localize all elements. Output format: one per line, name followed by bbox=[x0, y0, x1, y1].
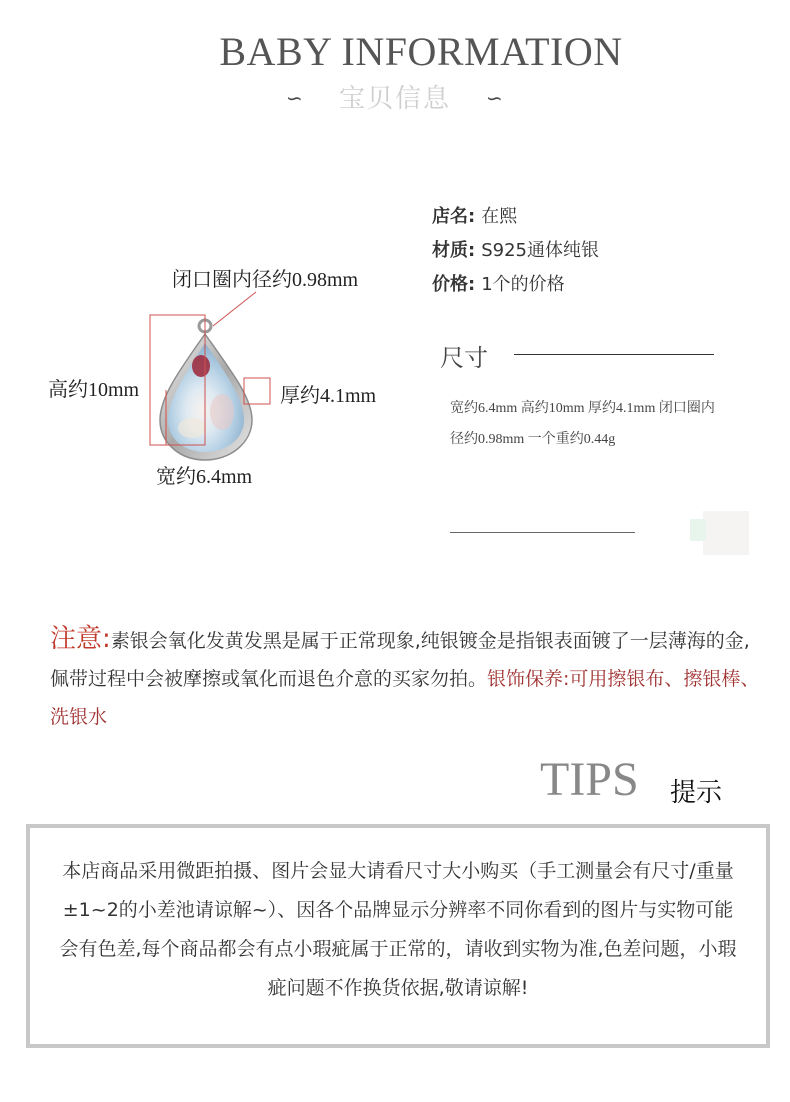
page-title-cn: 宝贝信息 bbox=[338, 84, 451, 114]
size-description: 宽约6.4mm 高约10mm 厚约4.1mm 闭口圈内径约0.98mm 一个重约0.44g bbox=[450, 401, 715, 447]
height-label: 高约10mm bbox=[48, 379, 140, 401]
notice-paragraph bbox=[50, 620, 760, 736]
page-title-en: BABY INFORMATION bbox=[219, 29, 623, 74]
info-shop-key: 店名: bbox=[432, 206, 476, 227]
ring-diameter-label: 闭口圈内径约0.98mm bbox=[172, 269, 359, 291]
info-price-value: 1个的价格 bbox=[481, 274, 565, 295]
tips-title-cn: 提示 bbox=[670, 778, 723, 808]
ring-marker-line bbox=[213, 292, 256, 326]
info-shop-value: 在熙 bbox=[481, 206, 518, 227]
stone-highlight bbox=[192, 355, 210, 377]
width-label: 宽约6.4mm bbox=[156, 466, 253, 488]
notice-text: 素银会氧化发黄发黑是属于正常现象,纯银镀金是指银表面镀了一层薄海的金,佩带过程中会被摩擦或氧化而退色介意的买家勿拍。 bbox=[50, 630, 750, 690]
info-material-value: S925通体纯银 bbox=[481, 240, 599, 261]
tips-text: 本店商品采用微距拍摄、图片会显大请看尺寸大小购买（手工测量会有尺寸/重量±1~2的小差池请谅解~）、因各个品牌显示分辨率不同你看到的图片与实物可能会有色差,每个商品都会有点小瑕疵属于正常的，请收到实物为准,色差问题，小瑕疵问题不作换货依据,敬请谅解! bbox=[59, 860, 737, 999]
thickness-label: 厚约4.1mm bbox=[280, 385, 377, 407]
info-price-key: 价格: bbox=[432, 274, 476, 295]
tips-title-en: TIPS bbox=[540, 753, 639, 806]
notice-head: 注意: bbox=[50, 624, 111, 654]
size-title: 尺寸 bbox=[440, 344, 488, 372]
flourish-left-icon: ∽ bbox=[286, 86, 303, 110]
care-text: 银饰保养:可用擦银布、擦银棒、洗银水 bbox=[50, 668, 760, 728]
flourish-right-icon: ∽ bbox=[486, 86, 503, 110]
info-material-key: 材质: bbox=[432, 240, 476, 261]
